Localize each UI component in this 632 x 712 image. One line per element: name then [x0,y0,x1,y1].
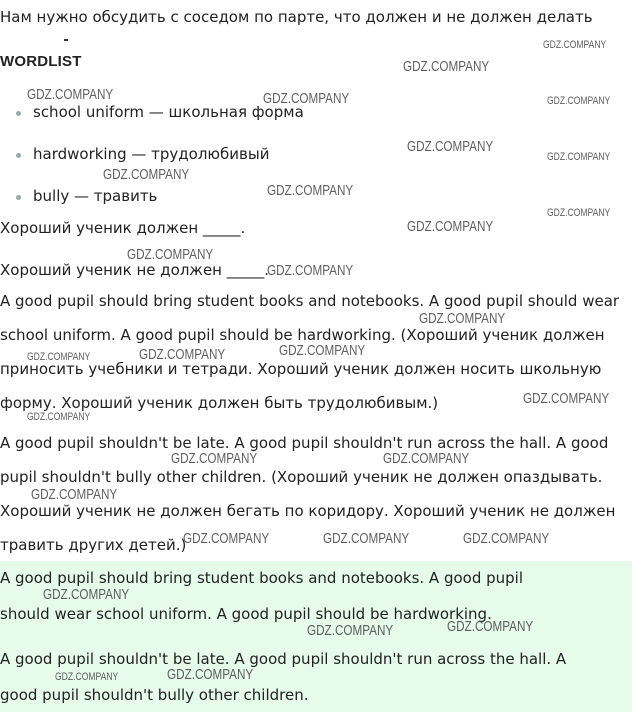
highlight-line: A good pupil shouldn't be late. A good pupil shouldn't run across the hall. A [0,650,567,668]
prompt-should: Хороший ученик должен _____. [0,219,246,237]
answer-line: Хороший ученик не должен бегать по коридору. Хороший ученик не должен [0,502,616,520]
answer-line: A good pupil should bring student books and notebooks. A good pupil should wear [0,292,620,310]
text-mark [64,39,68,41]
answer-line: pupil shouldn't bully other children. (Хороший ученик не должен опаздывать. [0,468,603,486]
highlight-line: good pupil shouldn't bully other children. [0,686,309,704]
watermark: GDZ.COMPANY [139,346,226,363]
watermark: GDZ.COMPANY [407,218,494,235]
answer-line: school uniform. A good pupil should be hardworking. (Хороший ученик должен [0,326,605,344]
watermark: GDZ.COMPANY [27,351,91,363]
watermark: GDZ.COMPANY [167,666,254,683]
wordlist-item: bully — травить [33,187,158,205]
watermark: GDZ.COMPANY [267,262,354,279]
watermark: GDZ.COMPANY [103,166,190,183]
watermark: GDZ.COMPANY [171,450,258,467]
watermark: GDZ.COMPANY [279,342,366,359]
watermark: GDZ.COMPANY [31,486,118,503]
watermark: GDZ.COMPANY [307,622,394,639]
watermark: GDZ.COMPANY [267,182,354,199]
prompt-should-not: Хороший ученик не должен _____. [0,261,270,279]
wordlist-title: WORDLIST [0,53,82,70]
watermark: GDZ.COMPANY [383,450,470,467]
watermark: GDZ.COMPANY [407,138,494,155]
watermark: GDZ.COMPANY [419,310,506,327]
watermark: GDZ.COMPANY [547,207,611,219]
watermark: GDZ.COMPANY [543,39,607,51]
watermark: GDZ.COMPANY [27,86,114,103]
watermark: GDZ.COMPANY [183,530,270,547]
watermark: GDZ.COMPANY [43,586,130,603]
answer-line: форму. Хороший ученик должен быть трудолюбивым.) [0,394,439,412]
bullet-dot [16,153,21,158]
task-text: Нам нужно обсудить с соседом по парте, что должен и не должен делать [0,8,593,26]
bullet-dot [16,111,21,116]
highlight-line: A good pupil should bring student books and notebooks. A good pupil [0,569,523,587]
watermark: GDZ.COMPANY [547,151,611,163]
watermark: GDZ.COMPANY [27,411,91,423]
watermark: GDZ.COMPANY [55,671,119,683]
answer-line: приносить учебники и тетради. Хороший ученик должен носить школьную [0,360,602,378]
wordlist-item: school uniform — школьная форма [33,103,304,121]
answer-line: травить других детей.) [0,536,187,554]
watermark: GDZ.COMPANY [463,530,550,547]
watermark: GDZ.COMPANY [403,58,490,75]
bullet-dot [16,195,21,200]
watermark: GDZ.COMPANY [447,618,534,635]
watermark: GDZ.COMPANY [127,246,214,263]
wordlist-item: hardworking — трудолюбивый [33,145,270,163]
answer-line: A good pupil shouldn't be late. A good pupil shouldn't run across the hall. A good [0,434,609,452]
watermark: GDZ.COMPANY [323,530,410,547]
watermark: GDZ.COMPANY [523,390,610,407]
watermark: GDZ.COMPANY [547,95,611,107]
highlight-line: should wear school uniform. A good pupil should be hardworking. [0,605,492,623]
watermark: GDZ.COMPANY [263,90,350,107]
